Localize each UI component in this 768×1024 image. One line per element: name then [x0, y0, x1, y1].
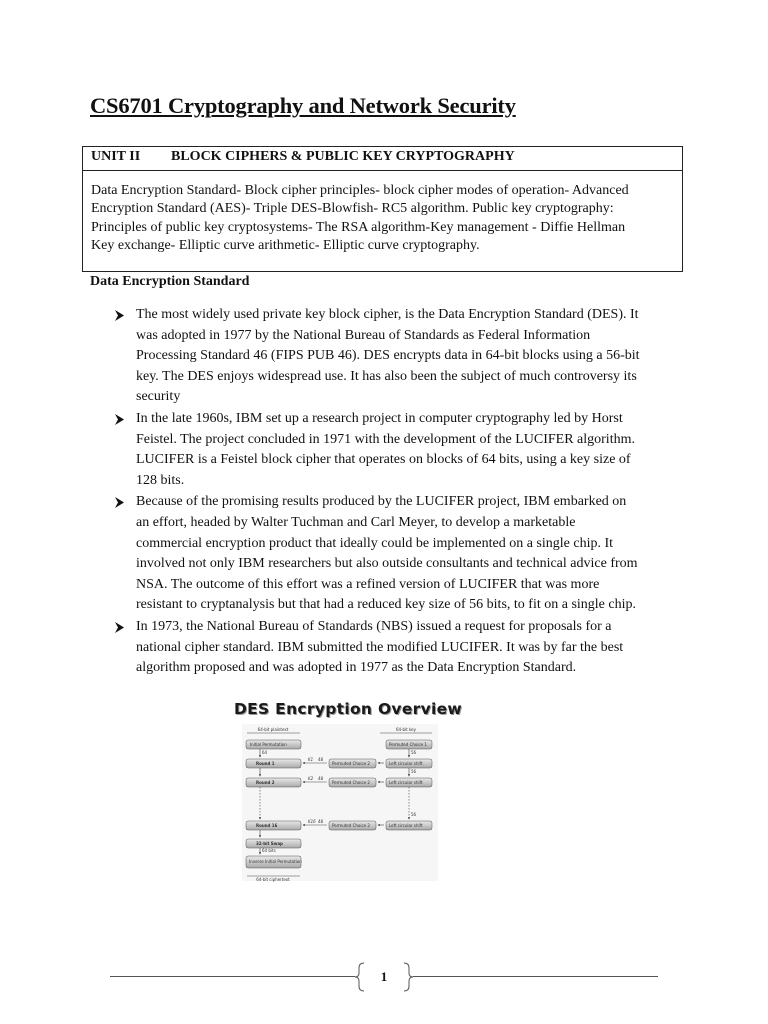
- bit-label: 56: [411, 812, 417, 817]
- subkey-label: K2: [308, 776, 314, 781]
- box-label: Initial Permutation: [250, 742, 287, 747]
- bullet-line: security: [136, 389, 181, 405]
- bullet-line: resistant to cryptanalysis but that had a reduced key size of 56 bits, to fit on a single chip.: [136, 597, 636, 613]
- box-label: Round 1: [256, 761, 275, 766]
- bullet-line: Processing Standard 46 (FIPS PUB 46). DES encrypts data in 64-bit blocks using a 56-bit: [136, 348, 640, 364]
- bullet-line: key. The DES enjoys widespread use. It has also been the subject of much controversy its: [136, 368, 637, 384]
- bit-label: 64 bits: [262, 848, 276, 853]
- bullet-item: [114, 305, 684, 408]
- unit-label: UNIT II: [91, 149, 141, 164]
- right-brace-icon: [402, 962, 414, 992]
- box-label: Round 2: [256, 780, 275, 785]
- figure-title: DES Encryption Overview: [233, 700, 463, 718]
- arrow-bullet-icon: [114, 622, 125, 633]
- syllabus-line: Key exchange- Elliptic curve arithmetic- Elliptic curve cryptography.: [91, 237, 480, 253]
- syllabus-content: [83, 171, 682, 255]
- ciphertext-label: 64-bit ciphertext: [256, 877, 290, 882]
- bullet-line: an effort, headed by Walter Tuchman and Carl Meyer, to develop a marketable: [136, 514, 576, 530]
- bullet-line: involved not only IBM researchers but also outside consultants and technical advice from: [136, 556, 638, 572]
- bullet-line: LUCIFER is a Feistel block cipher that operates on blocks of 64 bits, using a key size of: [136, 452, 631, 468]
- subkey-label: K1: [308, 757, 314, 762]
- arrow-bullet-icon: [114, 497, 125, 508]
- arrow-bullet-icon: [114, 414, 125, 425]
- syllabus-line: Principles of public key cryptosystems- The RSA algorithm-Key management - Diffie Hellman: [91, 219, 626, 235]
- bullet-line: In 1973, the National Bureau of Standards (NBS) issued a request for proposals for a: [136, 618, 612, 634]
- bullet-line: Because of the promising results produced by the LUCIFER project, IBM embarked on: [136, 494, 627, 510]
- bit-label: 48: [318, 776, 324, 781]
- syllabus-table: [82, 146, 683, 272]
- section-heading: Data Encryption Standard: [90, 274, 250, 289]
- box-label: Inverse Initial Permutation: [249, 859, 302, 864]
- footer-rule-right: [413, 976, 658, 977]
- bullet-line: algorithm proposed and was adopted in 1977 as the Data Encryption Standard.: [136, 660, 577, 676]
- page-title: CS6701 Cryptography and Network Security: [90, 93, 516, 118]
- bullet-line: national cipher standard. IBM submitted the modified LUCIFER. It was by far the best: [136, 639, 624, 655]
- bullet-line: commercial encryption product that ideally could be implemented on a single chip. It: [136, 535, 614, 551]
- syllabus-line: Encryption Standard (AES)- Triple DES-Blowfish- RC5 algorithm. Public key cryptography:: [91, 201, 614, 217]
- des-overview-figure: [200, 700, 485, 885]
- bullet-line: Feistel. The project concluded in 1971 with the development of the LUCIFER algorithm.: [136, 431, 635, 447]
- bullet-line: was adopted in 1977 by the National Bureau of Standards as Federal Information: [136, 327, 591, 343]
- bullet-line: The most widely used private key block cipher, is the Data Encryption Standard (DES). It: [136, 307, 639, 322]
- box-label: Permuted Choice 1: [389, 742, 427, 747]
- bit-label: 48: [318, 757, 324, 762]
- footer-rule-left: [110, 976, 355, 977]
- bullet-list: [114, 305, 684, 680]
- box-label: Permuted Choice 2: [332, 780, 370, 785]
- bullet-line: NSA. The outcome of this effort was a refined version of LUCIFER that was more: [136, 576, 600, 592]
- box-label: Permuted Choice 2: [332, 823, 370, 828]
- bullet-item: [114, 492, 684, 616]
- plaintext-label: 64-bit plaintext: [257, 727, 289, 732]
- bullet-line: 128 bits.: [136, 472, 185, 488]
- syllabus-header: [83, 147, 682, 171]
- des-diagram: [200, 700, 485, 885]
- box-label: Left circular shift: [389, 761, 423, 766]
- unit-title: BLOCK CIPHERS & PUBLIC KEY CRYPTOGRAPHY: [171, 149, 515, 164]
- bullet-line: In the late 1960s, IBM set up a research project in computer cryptography led by Horst: [136, 410, 623, 426]
- bit-label: 56: [411, 750, 417, 755]
- page-footer: [110, 962, 658, 992]
- page-number: 1: [380, 969, 388, 984]
- syllabus-line: Data Encryption Standard- Block cipher principles- block cipher modes of operation- Advanced: [91, 183, 629, 198]
- bullet-item: [114, 409, 684, 491]
- bit-label: 64: [262, 750, 268, 755]
- box-label: 32-bit Swap: [256, 841, 283, 846]
- box-label: Left circular shift: [389, 780, 423, 785]
- bit-label: 48: [318, 819, 324, 824]
- box-label: Permuted Choice 2: [332, 761, 370, 766]
- bit-label: 56: [411, 769, 417, 774]
- bullet-item: [114, 617, 684, 679]
- subkey-label: K16: [308, 819, 316, 824]
- box-label: Left circular shift: [389, 823, 423, 828]
- box-label: Round 16: [256, 823, 278, 828]
- key-label: 64-bit key: [395, 727, 417, 732]
- arrow-bullet-icon: [114, 310, 125, 321]
